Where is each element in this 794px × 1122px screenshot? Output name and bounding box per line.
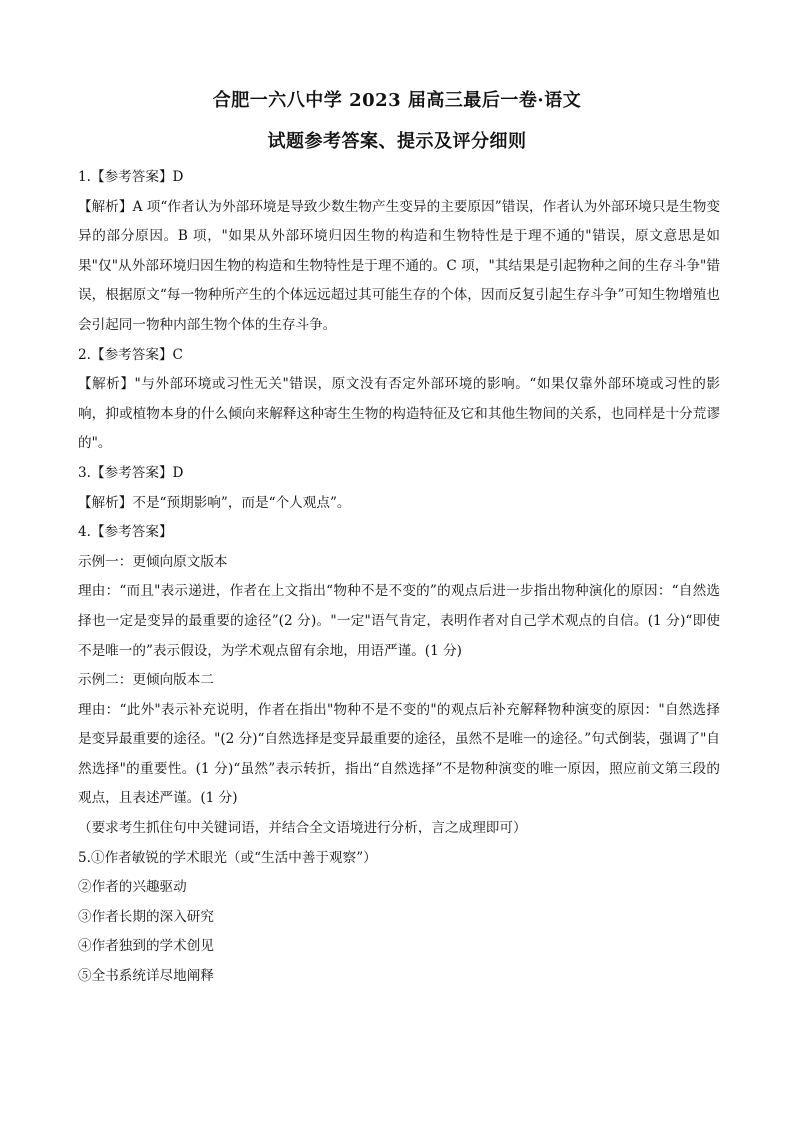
answer-3-key: 3.【参考答案】D <box>78 464 184 481</box>
answer-2-analysis: 【解析】"与外部环境或习性无关"错误，原文没有否定外部环境的影响。“如果仅靠外部环境或习性的影响，抑或植物本身的什么倾向来解释这种寄生生物的构造特征及它和其他生物间的关系，也同样是十分荒谬的"。 <box>78 376 720 452</box>
answer-5-point-4: ④作者独到的学术创见 <box>78 938 214 955</box>
answer-4-key: 4.【参考答案】 <box>78 524 173 541</box>
answer-4-example-1-reason: 理由：“而且"表示递进，作者在上文指出“物种不是不变的”的观点后进一步指出物种演化的原因：“自然选择也一定是变异的最重要的途径”(2 分)。"一定"语气肯定，表明作者对自己学术观点的自信。(1 分)“即使不是唯一的”表示假设，为学术观点留有余地，用语严谨。(1 分) <box>78 583 720 659</box>
document-subtitle: 试题参考答案、提示及评分细则 <box>267 131 527 152</box>
answer-4-example-2-heading: 示例二：更倾向版本二 <box>78 672 214 689</box>
answer-2-key: 2.【参考答案】C <box>78 346 183 363</box>
answer-4-example-2-reason: 理由：“此外"表示补充说明，作者在指出"物种不是不变的"的观点后补充解释物种演变的原因："自然选择是变异最重要的途径。"(2 分)“自然选择是变异最重要的途径，虽然不是唯一的途径。”句式倒装，强调了"自然选择"的重要性。(1 分)“虽然”表示转折，指出“自然选择”不是物种演变的唯一原因，照应前文第三段的观点，且表述严谨。(1 分) <box>78 701 720 807</box>
answer-5-point-3: ③作者长期的深入研究 <box>78 908 214 925</box>
answer-1-analysis: 【解析】A 项“作者认为外部环境是导致少数生物产生变异的主要原因”错误，作者认为外部环境只是生物变异的部分原因。B 项，"如果从外部环境归因生物的构造和生物特性是于理不通的"错误，原文意思是如果"仅"从外部环境归因生物的构造和生物特性是于理不通的。C 项，"其结果是引起物种之间的生存斗争"错误，根据原文“每一物种所产生的个体远远超过其可能生存的个体，因而反复引起生存斗争”可知生物增殖也会引起同一物种内部生物个体的生存斗争。 <box>78 198 721 333</box>
answer-5-point-5: ⑤全书系统详尽地阐释 <box>78 968 214 985</box>
answer-content <box>78 163 720 992</box>
answer-5-point-1: 5.①作者敏锐的学术眼光（或“生活中善于观察”） <box>78 849 377 866</box>
document-title: 合肥一六八中学 2023 届高三最后一卷·语文 <box>212 90 582 111</box>
answer-1-key: 1.【参考答案】D <box>78 169 184 185</box>
answer-3-analysis: 【解析】不是“预期影响”，而是“个人观点”。 <box>78 494 351 511</box>
answer-4-example-1-heading: 示例一：更倾向原文版本 <box>78 553 228 570</box>
answer-4-note: （要求考生抓住句中关键词语，并结合全文语境进行分析，言之成理即可） <box>78 820 527 837</box>
answer-5-point-2: ②作者的兴趣驱动 <box>78 879 187 896</box>
